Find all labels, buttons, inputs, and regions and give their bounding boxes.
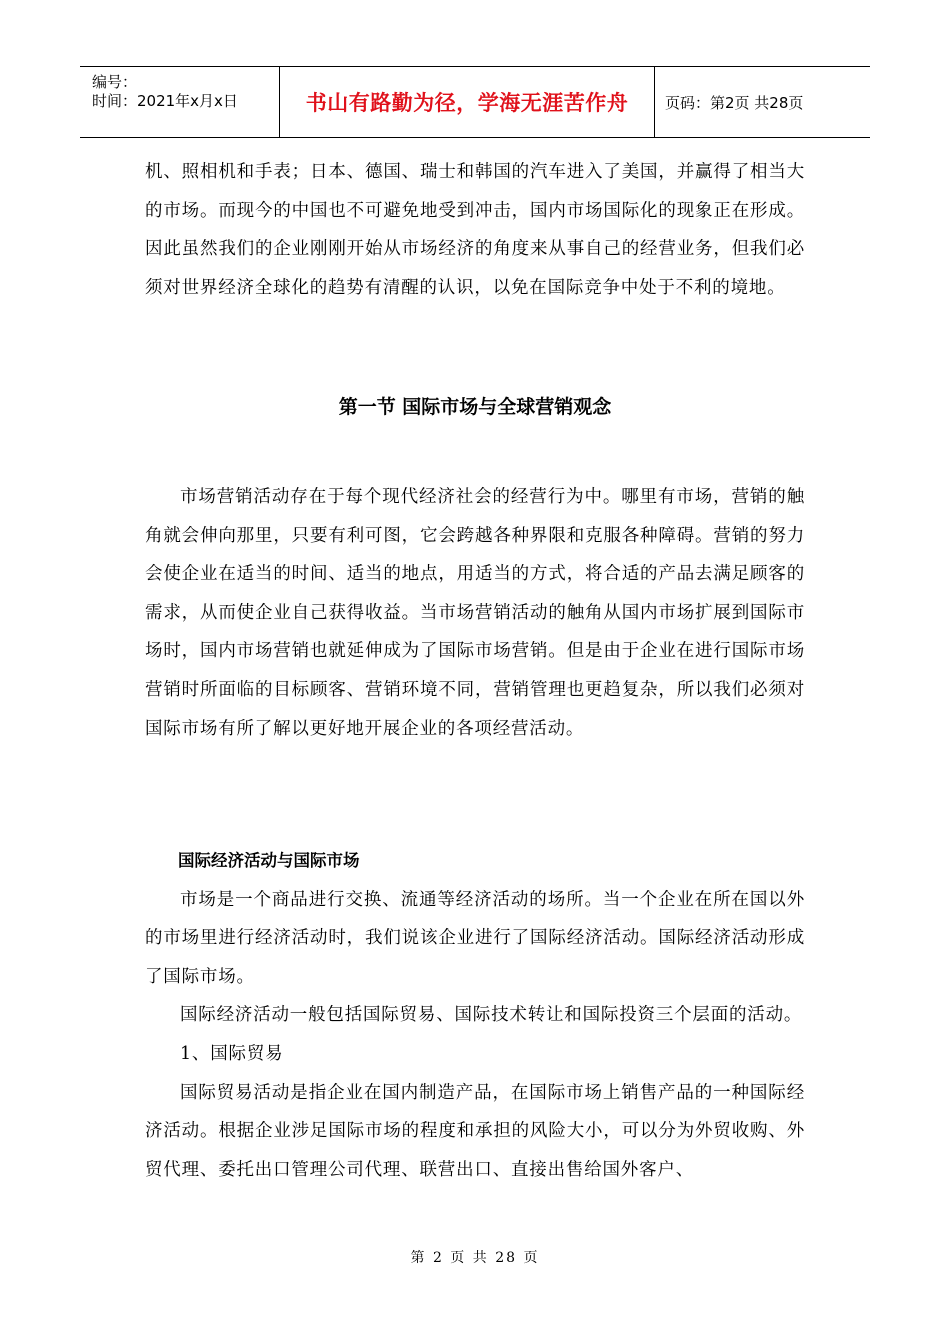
page-header bbox=[80, 66, 870, 138]
section-title: 第一节 国际市场与全球营销观念 bbox=[338, 396, 612, 418]
market-paragraph: 市场是一个商品进行交换、流通等经济活动的场所。当一个企业在所在国以外的市场里进行经济活动时，我们说该企业进行了国际经济活动。国际经济活动形成了国际市场。 bbox=[145, 889, 805, 987]
intro-paragraph: 机、照相机和手表；日本、德国、瑞士和韩国的汽车进入了美国，并赢得了相当大的市场。而现今的中国也不可避免地受到冲击，国内市场国际化的现象正在形成。因此虽然我们的企业刚刚开始从市场经济的角度来从事自己的经营业务，但我们必须对世界经济全球化的趋势有清醒的认识，以免在国际竞争中处于不利的境地。 bbox=[145, 162, 805, 298]
page-footer: 第 2 页 共 28 页 bbox=[410, 1250, 540, 1266]
subsection-body bbox=[145, 842, 805, 1189]
trade-paragraph: 国际贸易活动是指企业在国内制造产品，在国际市场上销售产品的一种国际经济活动。根据企业涉足国际市场的程度和承担的风险大小，可以分为外贸收购、外贸代理、委托出口管理公司代理、联营出口、直接出售给国外客户、 bbox=[145, 1082, 805, 1180]
activities-paragraph: 国际经济活动一般包括国际贸易、国际技术转让和国际投资三个层面的活动。 bbox=[180, 1005, 803, 1026]
item-heading: 1、国际贸易 bbox=[180, 1043, 284, 1064]
header-meta bbox=[80, 67, 280, 137]
subsection-title: 国际经济活动与国际市场 bbox=[178, 851, 360, 870]
body-top bbox=[145, 153, 805, 307]
document-date: 时间：2021年x月x日 bbox=[92, 92, 238, 110]
section-paragraph: 市场营销活动存在于每个现代经济社会的经营行为中。哪里有市场，营销的触角就会伸向那里，只要有利可图，它会跨越各种界限和克服各种障碍。营销的努力会使企业在适当的时间、适当的地点，用适当的方式，将合适的产品去满足顾客的需求，从而使企业自己获得收益。当市场营销活动的触角从国内市场扩展到国际市场时，国内市场营销也就延伸成为了国际市场营销。但是由于企业在进行国际市场营销时所面临的目标顾客、营销环境不同，营销管理也更趋复杂，所以我们必须对国际市场有所了解以更好地开展企业的各项经营活动。 bbox=[145, 487, 805, 739]
section-body bbox=[145, 478, 805, 748]
document-number-label: 编号： bbox=[92, 73, 138, 91]
header-page-info: 页码：第2页 共28页 bbox=[665, 93, 804, 112]
header-motto: 书山有路勤为径，学海无涯苦作舟 bbox=[280, 67, 655, 137]
